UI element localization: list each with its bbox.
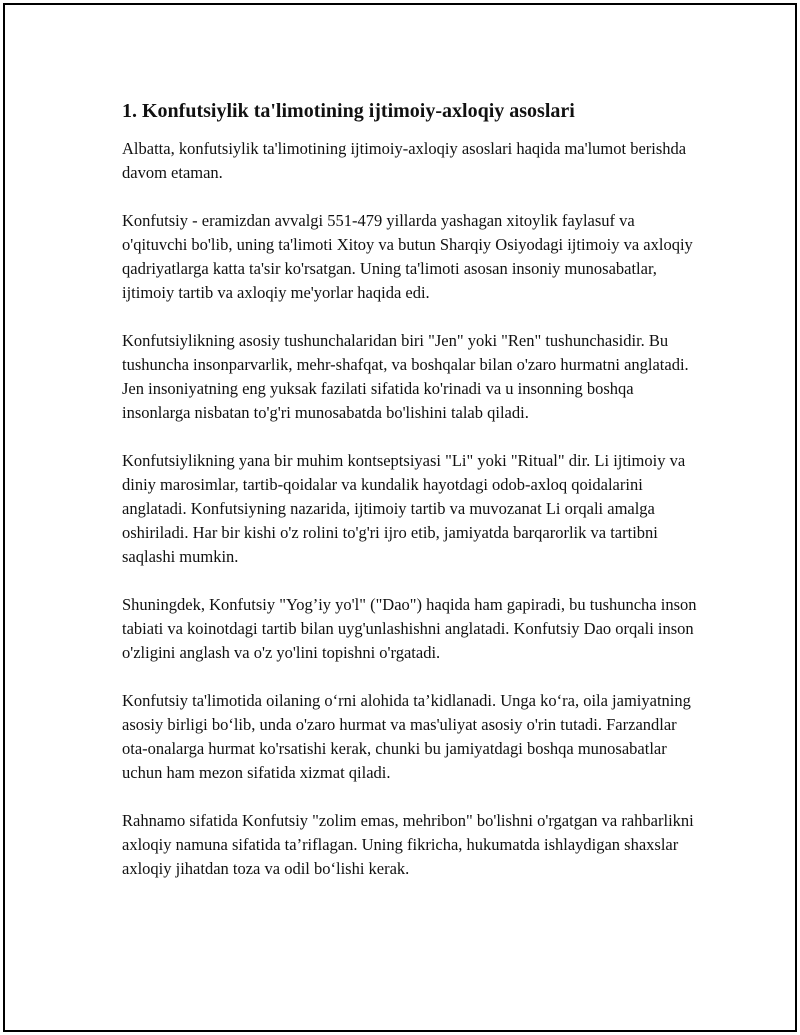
paragraph-intro: Albatta, konfutsiylik ta'limotining ijtimoiy-axloqiy asoslari haqida ma'lumot berishda davom etaman. — [122, 139, 687, 182]
paragraph-li: Konfutsiylikning yana bir muhim kontseptsiyasi "Li" yoki "Ritual" dir. Li ijtimoiy va diniy marosimlar, tartib-qoidalar va kundalik hayotdagi odob-axloq qoidalarini anglatadi. Konfutsiyning nazarida, ijtimoiy tartib va muvozanat Li orqali amalga oshiriladi. Har bir kishi o'z rolini to'g'ri ijro etib, jamiyatda barqarorlik va tartibni saqlashi mumkin. — [122, 451, 686, 566]
paragraph-dao: Shuningdek, Konfutsiy "Yog’iy yo'l" ("Dao") haqida ham gapiradi, bu tushuncha inson tabiati va koinotdagi tartib bilan uyg'unlashishni anglatadi. Konfutsiy Dao orqali inson o'zligini anglash va o'z yo'lini topishni o'rgatadi. — [122, 595, 697, 662]
paragraph-jen: Konfutsiylikning asosiy tushunchalaridan biri "Jen" yoki "Ren" tushunchasidir. Bu tushuncha insonparvarlik, mehr-shafqat, va boshqalar bilan o'zaro hurmatni anglatadi. Jen insoniyatning eng yuksak fazilati sifatida ko'rinadi va u insonning boshqa insonlarga nisbatan to'g'ri munosabatda bo'lishini talab qiladi. — [122, 331, 689, 422]
page-frame — [3, 3, 797, 1032]
document-title: 1. Konfutsiylik ta'limotining ijtimoiy-axloqiy asoslari — [122, 100, 575, 122]
paragraph-leadership: Rahnamo sifatida Konfutsiy "zolim emas, mehribon" bo'lishni o'rgatgan va rahbarlikni axloqiy namuna sifatida ta’riflagan. Uning fikricha, hukumatda ishlaydigan shaxslar axloqiy jihatdan toza va odil bo‘lishi kerak. — [122, 811, 694, 878]
paragraph-family: Konfutsiy ta'limotida oilaning o‘rni alohida ta’kidlanadi. Unga ko‘ra, oila jamiyatning asosiy birligi bo‘lib, unda o'zaro hurmat va mas'uliyat asosiy o'rin tutadi. Farzandlar ota-onalarga hurmat ko'rsatishi kerak, chunki bu jamiyatdagi boshqa munosabatlar uchun ham mezon sifatida xizmat qiladi. — [122, 691, 691, 782]
paragraph-confucius-bio: Konfutsiy - eramizdan avvalgi 551-479 yillarda yashagan xitoylik faylasuf va o'qituvchi bo'lib, uning ta'limoti Xitoy va butun Sharqiy Osiyodagi ijtimoiy va axloqiy qadriyatlarga katta ta'sir ko'rsatgan. Uning ta'limoti asosan insoniy munosabatlar, ijtimoiy tartib va axloqiy me'yorlar haqida edi. — [122, 211, 693, 302]
document-body — [122, 98, 702, 905]
